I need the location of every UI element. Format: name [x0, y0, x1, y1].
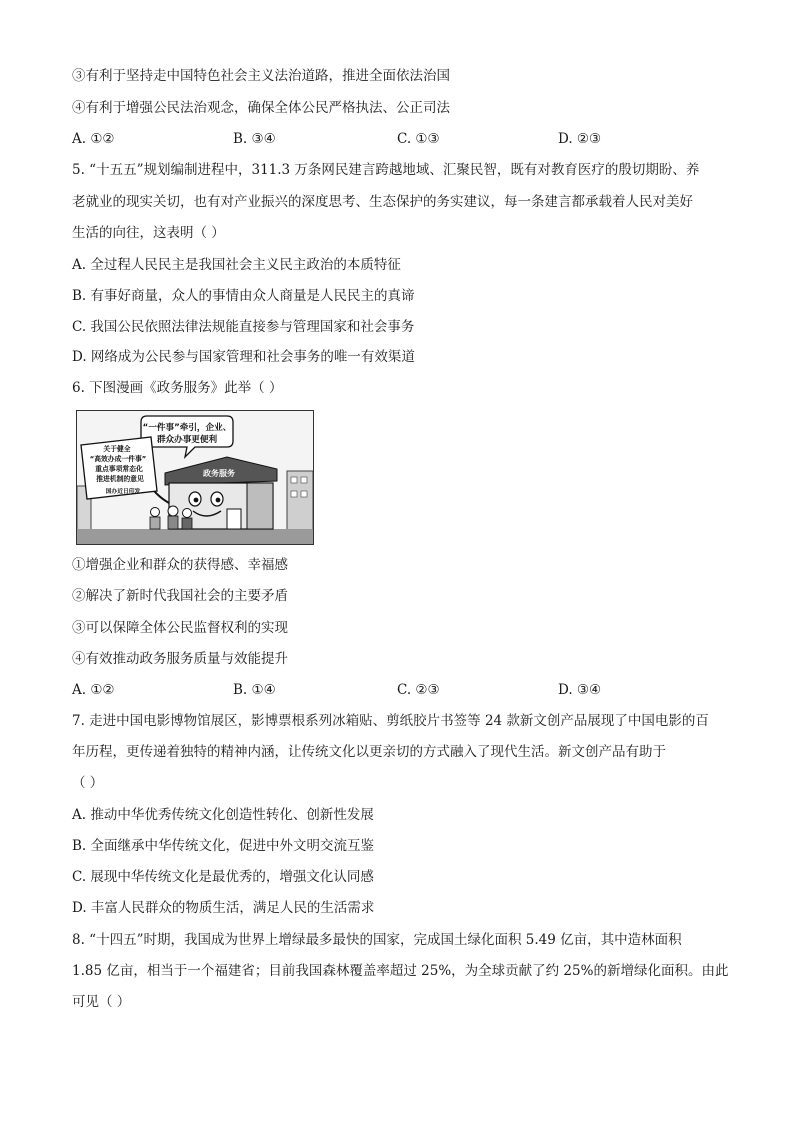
q4-option-a: A. ①② — [72, 131, 115, 147]
cartoon-bubble-line-2: 群众办事更便利 — [156, 435, 218, 445]
q7-option-b: B. 全面继承中华传统文化，促进中外文明交流互鉴 — [72, 838, 375, 854]
q4-option-d: D. ②③ — [558, 131, 602, 147]
q5-option-a: A. 全过程人民民主是我国社会主义民主政治的本质特征 — [72, 257, 401, 273]
q6-option-b: B. ①④ — [233, 682, 276, 698]
q4-option-c: C. ①③ — [397, 131, 440, 147]
q7-option-a: A. 推动中华优秀传统文化创造性转化、创新性发展 — [72, 807, 374, 823]
cartoon-bubble-line-1: “一件事”牵引，企业、 — [142, 423, 232, 433]
q6-option-d: D. ③④ — [558, 682, 602, 698]
q5-option-d: D. 网络成为公民参与国家管理和社会事务的唯一有效渠道 — [72, 349, 415, 365]
cartoon-building-sign: 政务服务 — [203, 469, 235, 478]
q6-option-c: C. ②③ — [397, 682, 440, 698]
q6-statement-1: ①增强企业和群众的获得感、幸福感 — [72, 557, 288, 573]
q6-statement-4: ④有效推动政务服务质量与效能提升 — [72, 651, 288, 667]
q5-stem-line-2: 老就业的现实关切，也有对产业振兴的深度思考、生态保护的务实建议，每一条建言都承载着人民对美好 — [72, 194, 693, 210]
q5-option-c: C. 我国公民依照法律法规能直接参与管理国家和社会事务 — [72, 319, 415, 335]
q5-option-b: B. 有事好商量，众人的事情由众人商量是人民民主的真谛 — [72, 288, 415, 304]
q7-option-d: D. 丰富人民群众的物质生活，满足人民的生活需求 — [72, 900, 375, 916]
q4-statement-4: ④有利于增强公民法治观念，确保全体公民严格执法、公正司法 — [72, 100, 450, 116]
q5-stem-line-1: 5. “十五五”规划编制进程中，311.3 万条网民建言跨越地域、汇聚民智，既有对教育医疗的殷切期盼、养 — [72, 162, 700, 178]
q7-stem-line-2: 年历程，更传递着独特的精神内涵，让传统文化以更亲切的方式融入了现代生活。新文创产品有助于 — [72, 744, 666, 760]
q7-stem-line-1: 7. 走进中国电影博物馆展区，影博票根系列冰箱贴、剪纸胶片书签等 24 款新文创产品展现了中国电影的百 — [72, 713, 709, 729]
q8-stem-line-1: 8. “十四五”时期，我国成为世界上增绿最多最快的国家，完成国土绿化面积 5.49 亿亩，其中造林面积 — [72, 932, 682, 948]
cartoon-doc-line-1: 关于健全 — [103, 445, 131, 453]
q6-statement-3: ③可以保障全体公民监督权利的实现 — [72, 620, 288, 636]
q6-stem: 6. 下图漫画《政务服务》此举（ ） — [72, 380, 283, 396]
q8-stem-line-3: 可见（ ） — [72, 994, 131, 1010]
cartoon-doc-line-2: “高效办成一件事” — [89, 455, 147, 463]
q4-statement-3: ③有利于坚持走中国特色社会主义法治道路，推进全面依法治国 — [72, 68, 450, 84]
q7-stem-line-3: （ ） — [72, 775, 104, 791]
q7-option-c: C. 展现中华传统文化是最优秀的，增强文化认同感 — [72, 869, 374, 885]
q4-option-b: B. ③④ — [233, 131, 276, 147]
cartoon-doc-line-5: 国办近日印发 — [105, 489, 141, 495]
q8-stem-line-2: 1.85 亿亩，相当于一个福建省；目前我国森林覆盖率超过 25%，为全球贡献了约 25%的新增绿化面积。由此 — [72, 963, 729, 979]
cartoon-doc-line-4: 推进机制的意见 — [96, 475, 144, 483]
q6-statement-2: ②解决了新时代我国社会的主要矛盾 — [72, 588, 288, 604]
governance-cartoon — [76, 410, 314, 545]
cartoon-doc-line-3: 重点事项常态化 — [95, 465, 143, 473]
q6-option-a: A. ①② — [72, 682, 115, 698]
q5-stem-line-3: 生活的向往，这表明（ ） — [72, 225, 225, 241]
